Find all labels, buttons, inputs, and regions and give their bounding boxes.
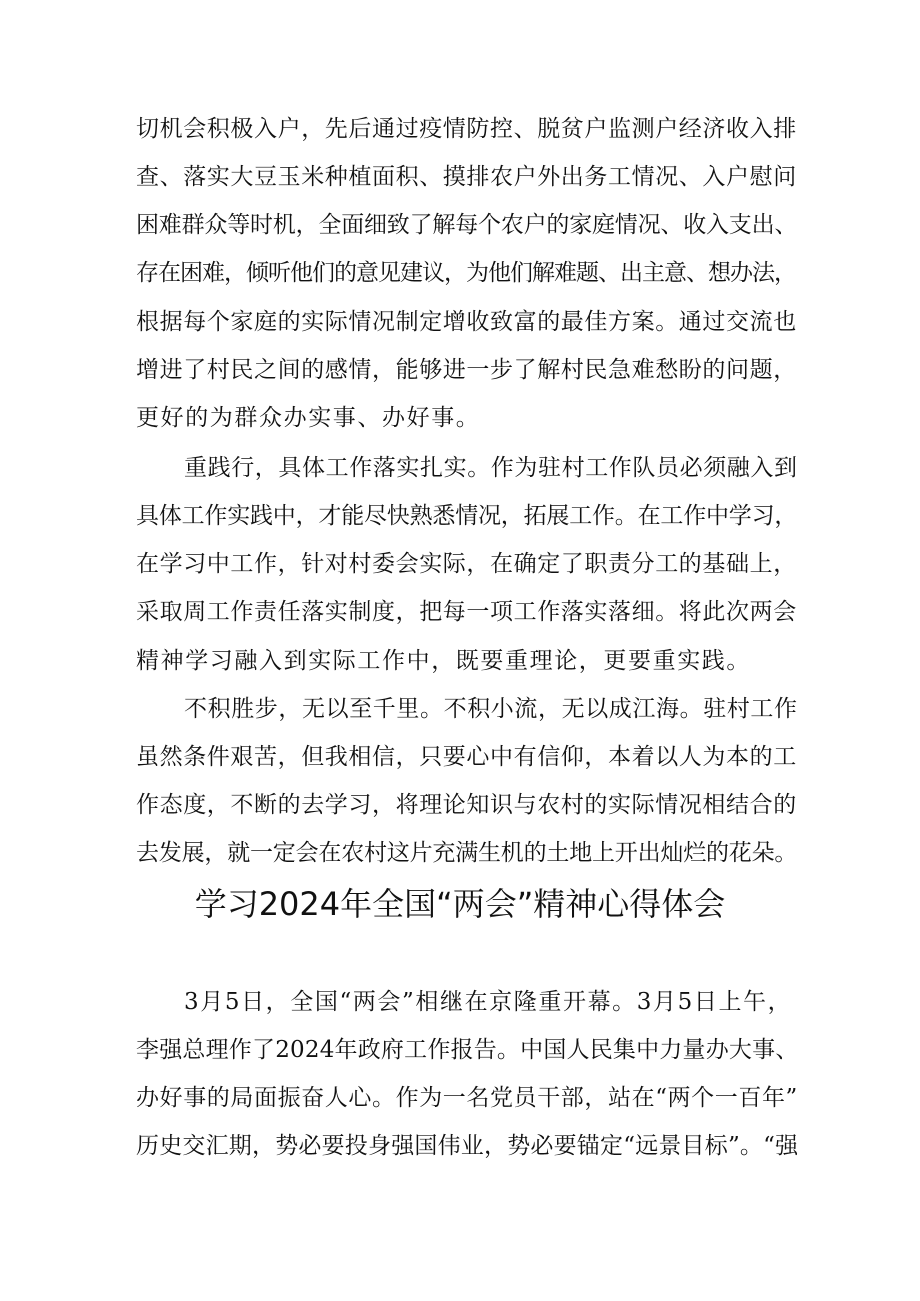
paragraph-line: 根据每个家庭的实际情况制定增收致富的最佳方案。通过交流也 [136,309,797,335]
paragraph-line: 切机会积极入户，先后通过疫情防控、脱贫户监测户经济收入排 [136,116,797,142]
paragraph-line: 重践行，具体工作落实扎实。作为驻村工作队员必须融入到 [184,455,798,481]
paragraph-line: 困难群众等时机，全面细致了解每个农户的家庭情况、收入支出、 [136,212,798,238]
paragraph-line: 历史交汇期，势必要投身强国伟业，势必要锚定“远景目标”。“强 [136,1133,799,1159]
paragraph-line: 去发展，就一定会在农村这片充满生机的土地上开出灿烂的花朵。 [136,840,798,866]
paragraph-line: 更好的为群众办实事、办好事。 [136,405,481,431]
paragraph-line: 查、落实大豆玉米种植面积、摸排农户外出务工情况、入户慰问 [136,164,797,190]
paragraph-line: 办好事的局面振奋人心。作为一名党员干部，站在“两个一百年” [136,1085,798,1111]
paragraph-line: 3月5日，全国“两会”相继在京隆重开幕。3月5日上午， [184,989,793,1015]
paragraph-line: 增进了村民之间的感情，能够进一步了解村民急难愁盼的问题， [136,357,797,383]
paragraph-line: 在学习中工作，针对村委会实际，在确定了职责分工的基础上， [136,551,797,577]
paragraph-line: 采取周工作责任落实制度，把每一项工作落实落细。将此次两会 [136,599,797,625]
paragraph-line: 作态度，不断的去学习，将理论知识与农村的实际情况相结合的 [136,792,797,818]
paragraph-line: 存在困难，倾听他们的意见建议，为他们解难题、出主意、想办法， [136,260,796,286]
paragraph-line: 不积胜步，无以至千里。不积小流，无以成江海。驻村工作 [184,696,798,722]
paragraph-line: 李强总理作了2024年政府工作报告。中国人民集中力量办大事、 [136,1037,799,1063]
paragraph-line: 具体工作实践中，才能尽快熟悉情况，拓展工作。在工作中学习， [136,503,798,529]
paragraph-line: 精神学习融入到实际工作中，既要重理论，更要重实践。 [136,648,751,674]
document-heading: 学习2024年全国“两会”精神心得体会 [194,885,726,923]
paragraph-line: 虽然条件艰苦，但我相信，只要心中有信仰，本着以人为本的工 [136,744,797,770]
